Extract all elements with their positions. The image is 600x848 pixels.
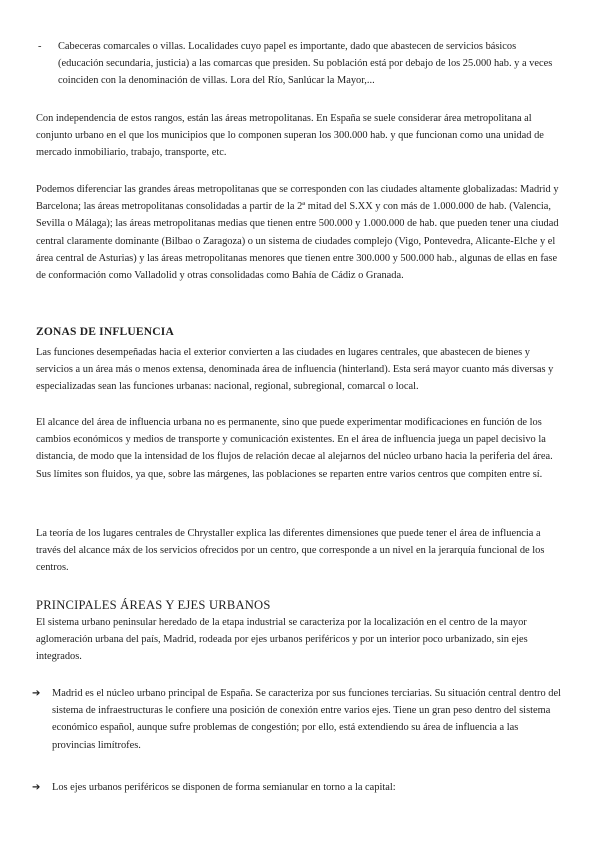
heading-zonas-influencia: ZONAS DE INFLUENCIA (36, 326, 174, 338)
list-item-cabeceras (38, 38, 563, 90)
paragraph-grandes-areas: Podemos diferenciar las grandes áreas metropolitanas que se corresponden con las ciudades altamente globalizadas: Madrid y Barcelona; las áreas metropolitanas consolidadas a partir de la 2ª mitad del S.XX y con más de 1.000.000 de hab. (Valencia, Sevilla o Málaga); las áreas metropolitanas medias que tienen entre 500.000 y 1.000.000 de hab. que pueden tener una ciudad central claramente dominante (Bilbao o Zaragoza) o un sistema de ciudades complejo (Vigo, Pontevedra, Alicante-Elche y el área central de Asturias) y las áreas metropolitanas menores que tienen entre 300.000 y 500.000 hab., algunas de ellas en fase de conformación como Valladolid y otras consolidadas como Bahía de Cádiz o Granada. (36, 184, 559, 282)
paragraph-alcance: El alcance del área de influencia urbana no es permanente, sino que puede experimentar modificaciones en función de los cambios económicos y medios de transporte y comunicación existentes. En el área de influencia juega un papel decisivo la distancia, de modo que la intensidad de los flujos de relación decae al alejarnos del núcleo urbano hacia la periferia del área. Sus límites son fluidos, ya que, sobre las márgenes, las poblaciones se reparten entre varios centros que compiten entre sí. (36, 417, 553, 480)
list-item-text: Madrid es el núcleo urbano principal de España. Se caracteriza por sus funciones terciarias. Su situación central dentro del sistema de infraestructuras le confiere una posición de conexión entre varios ejes. Tiene un gran peso dentro del sistema económico español, aunque sufre problemas de congestión; por ello, está extendiendo su área de influencia a las provincias limítrofes. (52, 688, 561, 751)
paragraph-chrystaller: La teoría de los lugares centrales de Chrystaller explica las diferentes dimensiones que puede tener el área de influencia a través del alcance máx de los servicios ofrecidos por un centro, que corresponde a un nivel en la jerarquía funcional de los centros. (36, 528, 545, 574)
list-item-ejes-perifericos (32, 779, 564, 796)
arrow-right-icon: ➔ (32, 782, 41, 793)
paragraph-funciones: Las funciones desempeñadas hacia el exterior convierten a las ciudades en lugares centrales, que abastecen de bienes y servicios a un área más o menos extensa, denominada área de influencia (hinterland). Esta será mayor cuanto más diversas y especializadas sean las funciones urbanas: nacional, regional, subregional, comarcal o local. (36, 347, 554, 393)
list-item-text: Los ejes urbanos periféricos se disponen de forma semianular en torno a la capital: (52, 782, 396, 793)
paragraph-areas-metropolitanas: Con independencia de estos rangos, están las áreas metropolitanas. En España se suele considerar área metropolitana al conjunto urbano en el que los municipios que lo componen superan los 300.000 hab. y que funcionan como una unidad de mercado inmobiliario, trabajo, transporte, etc. (36, 113, 544, 159)
paragraph-sistema-urbano: El sistema urbano peninsular heredado de la etapa industrial se caracteriza por la localización en el centro de la mayor aglomeración urbana del país, Madrid, rodeada por ejes urbanos periféricos y por un interior poco urbanizado, sin ejes integrados. (36, 617, 528, 663)
dash-bullet: - (38, 41, 42, 52)
list-item-text: Cabeceras comarcales o villas. Localidades cuyo papel es importante, dado que abastecen de servicios básicos (educación secundaria, justicia) a las comarcas que presiden. Su población está por debajo de los 25.000 hab. y a veces coinciden con la denominación de villas. Lora del Río, Sanlúcar la Mayor,... (58, 41, 553, 87)
heading-principales-areas: PRINCIPALES ÁREAS Y EJES URBANOS (36, 598, 271, 612)
list-item-madrid (32, 685, 564, 754)
arrow-right-icon: ➔ (32, 688, 41, 699)
